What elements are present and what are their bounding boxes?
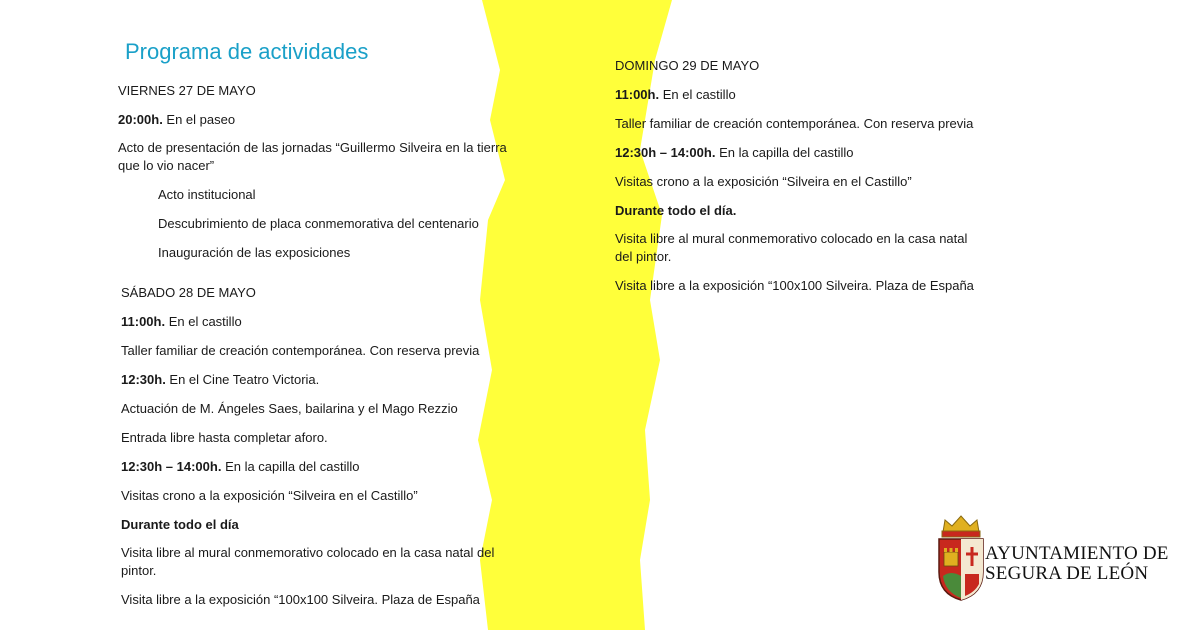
friday-event-time: 20:00h. En el paseo (118, 112, 236, 127)
logo-line-2: SEGURA DE LEÓN (985, 563, 1149, 584)
saturday-line: Taller familiar de creación contemporánea. Con reserva previa (121, 343, 480, 358)
saturday-line: Visita libre a la exposición “100x100 Silveira. Plaza de España (121, 592, 480, 607)
ayuntamiento-logo (935, 514, 1175, 604)
friday-sub-item: Acto institucional (158, 187, 256, 202)
sunday-heading: DOMINGO 29 DE MAYO (615, 58, 760, 73)
saturday-line: 12:30h – 14:00h. En la capilla del castillo (121, 459, 360, 474)
logo-line-1: AYUNTAMIENTO DE (985, 543, 1169, 564)
sunday-line: Visitas crono a la exposición “Silveira en el Castillo” (615, 174, 912, 189)
saturday-line: Visitas crono a la exposición “Silveira en el Castillo” (121, 488, 418, 503)
coat-of-arms-icon (935, 514, 987, 604)
saturday-line: 11:00h. En el castillo (121, 314, 242, 329)
sunday-line: Durante todo el día. (615, 203, 737, 218)
saturday-section (121, 284, 541, 609)
page-title: Programa de actividades (125, 39, 369, 64)
saturday-line: Actuación de M. Ángeles Saes, bailarina y el Mago Rezzio (121, 401, 458, 416)
saturday-heading: SÁBADO 28 DE MAYO (121, 285, 256, 300)
saturday-line: Visita libre al mural conmemorativo colocado en la casa natal del pintor. (121, 545, 495, 578)
friday-heading: VIERNES 27 DE MAYO (118, 83, 256, 98)
sunday-line: Visita libre a la exposición “100x100 Silveira. Plaza de España (615, 278, 974, 293)
saturday-line: Entrada libre hasta completar aforo. (121, 430, 328, 445)
friday-section (118, 82, 538, 262)
sunday-section (615, 57, 1035, 295)
sunday-line: Taller familiar de creación contemporánea. Con reserva previa (615, 116, 974, 131)
sunday-line: Visita libre al mural conmemorativo colocado en la casa natal del pintor. (615, 231, 968, 264)
logo-text (985, 544, 1169, 584)
sunday-line: 11:00h. En el castillo (615, 87, 736, 102)
friday-sub-item: Descubrimiento de placa conmemorativa del centenario (158, 216, 479, 231)
saturday-line: Durante todo el día (121, 517, 239, 532)
friday-sub-item: Inauguración de las exposiciones (158, 245, 351, 260)
saturday-line: 12:30h. En el Cine Teatro Victoria. (121, 372, 320, 387)
sunday-line: 12:30h – 14:00h. En la capilla del castillo (615, 145, 854, 160)
friday-description: Acto de presentación de las jornadas “Guillermo Silveira en la tierra que lo vio nacer” (118, 140, 507, 173)
